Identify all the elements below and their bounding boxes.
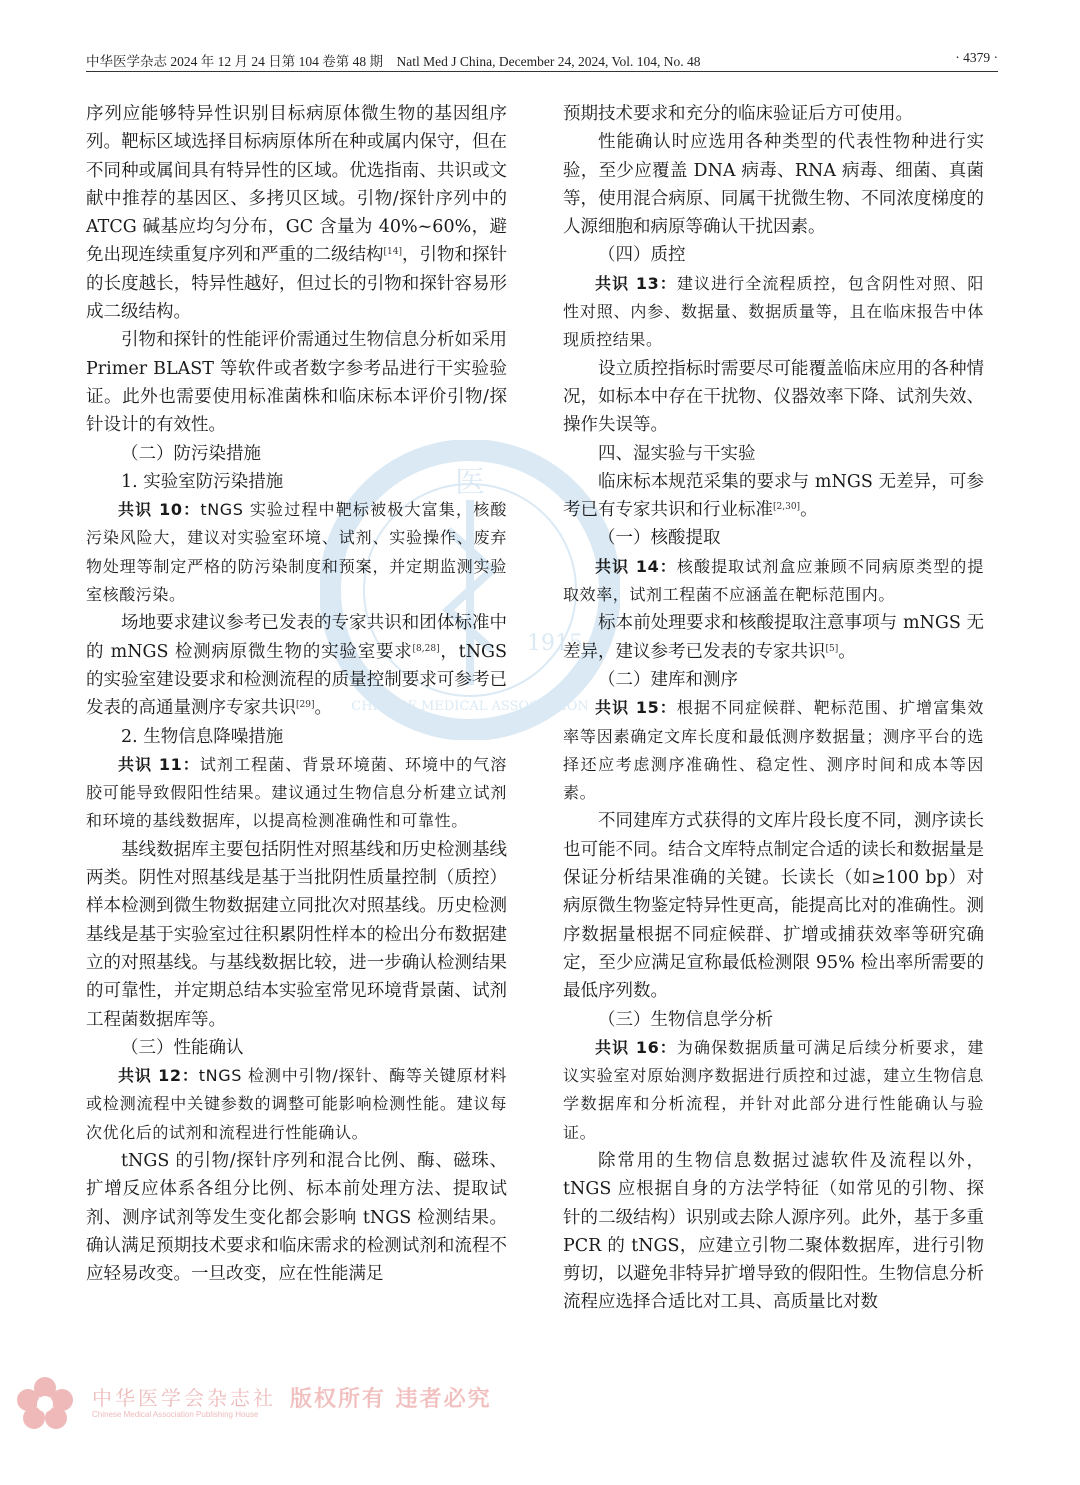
consensus-label: 共识 10：	[118, 500, 201, 520]
paragraph: 性能确认时应选用各种类型的代表性物种进行实验，至少应覆盖 DNA 病毒、RNA 病毒、细菌、真菌等，使用混合病原、同属干扰微生物、不同浓度梯度的人源细胞和病原等确认干扰因素。	[563, 132, 984, 238]
consensus-label: 共识 14：	[595, 556, 677, 576]
consensus-13: 共识 13：建议进行全流程质控，包含阴性对照、阳性对照、内参、数据量、数据质量等，且在临床报告中体现质控结果。	[563, 273, 984, 350]
citation: [29]	[296, 700, 315, 711]
citation: [14]	[383, 247, 402, 258]
consensus-14: 共识 14：核酸提取试剂盒应兼顾不同病原类型的提取效率，试剂工程菌不应涵盖在靶标范围内。	[563, 556, 984, 605]
section-heading: （二）建库和测序	[598, 669, 738, 690]
section-heading: （三）性能确认	[121, 1037, 244, 1058]
copyright-tag: 版权所有 违者必究	[290, 1387, 492, 1412]
header-rule	[86, 71, 998, 72]
chapter-heading: 四、湿实验与干实验	[598, 443, 756, 464]
flower-logo-icon	[10, 1372, 80, 1432]
section-heading: （四）质控	[598, 245, 686, 266]
consensus-label: 共识 15：	[595, 698, 677, 718]
consensus-12: 共识 12：tNGS 检测中引物/探针、酶等关键原材料或检测流程中关键参数的调整可能影响检测性能。建议每次优化后的试剂和流程进行性能确认。	[86, 1066, 508, 1142]
consensus-11: 共识 11：试剂工程菌、背景环境菌、环境中的气溶胶可能导致假阳性结果。建议通过生物信息分析建立试剂和环境的基线数据库，以提高检测准确性和可靠性。	[86, 754, 507, 831]
consensus-16: 共识 16：为确保数据质量可满足后续分析要求，建议实验室对原始测序数据进行质控和过滤，建立生物信息学数据库和分析流程，并针对此部分进行性能确认与验证。	[563, 1037, 984, 1142]
page-number: · 4379 ·	[955, 50, 998, 65]
section-heading: （一）核酸提取	[598, 528, 721, 549]
subsection-heading: 1. 实验室防污染措施	[121, 471, 284, 492]
subsection-heading: 2. 生物信息降噪措施	[121, 726, 284, 747]
paragraph: 不同建库方式获得的文库片段长度不同，测序读长也可能不同。结合文库特点制定合适的读长和数据量是保证分析结果准确的关键。长读长（如≥100 bp）对病原微生物鉴定特异性更高，能提高比对的准确性。测序数据量根据不同症候群、扩增或捕获效率等研究确定，至少应满足宣称最低检测限 95% 检出率所需要的最低序列数。	[563, 811, 984, 1002]
citation: [5]	[825, 643, 839, 654]
paragraph: 序列应能够特异性识别目标病原体微生物的基因组序列。靶标区域选择目标病原体所在种或属内保守，但在不同种或属间具有特异性的区域。优选指南、共识或文献中推荐的基因区、多拷贝区域。引物/探针序列中的 ATCG 碱基应均匀分布，GC 含量为 40%~60%，避免出现连续重复序列和严重的二级结构[14]，引物和探针的长度越长，特异性越好，但过长的引物和探针容易形成二级结构。	[86, 104, 508, 323]
left-column	[86, 100, 507, 1288]
consensus-label: 共识 13：	[595, 273, 677, 293]
publisher-name-en: Chinese Medical Association Publishing House	[92, 1410, 259, 1419]
seal-character: 医	[455, 465, 485, 500]
consensus-label: 共识 12：	[118, 1066, 199, 1086]
right-column	[563, 100, 984, 1317]
paragraph: 设立质控指标时需要尽可能覆盖临床应用的各种情况，如标本中存在干扰物、仪器效率下降、试剂失效、操作失误等。	[563, 358, 984, 436]
citation: [2,30]	[773, 502, 801, 513]
paragraph: tNGS 的引物/探针序列和混合比例、酶、磁珠、扩增反应体系各组分比例、标本前处理方法、提取试剂、测序试剂等发生变化都会影响 tNGS 检测结果。确认满足预期技术要求和临床需求的检测试剂和流程不应轻易改变。一旦改变，应在性能满足	[86, 1150, 507, 1285]
paragraph: 预期技术要求和充分的临床验证后方可使用。	[563, 104, 913, 124]
consensus-label: 共识 16：	[595, 1037, 677, 1057]
consensus-10: 共识 10：tNGS 实验过程中靶标被极大富集，核酸污染风险大，建议对实验室环境、试剂、实验操作、废弃物处理等制定严格的防污染制度和预案，并定期监测实验室核酸污染。	[86, 500, 507, 605]
running-header	[86, 50, 998, 72]
journal-running-head: 中华医学杂志 2024 年 12 月 24 日第 104 卷第 48 期 Natl Med J China, December 24, 2024, Vol. 104, No. 48	[86, 54, 701, 69]
paragraph: 基线数据库主要包括阴性对照基线和历史检测基线两类。阴性对照基线是基于当批阴性质量控制（质控）样本检测到微生物数据建立同批次对照基线。历史检测基线是基于实验室过往积累阴性样本的检出分布数据建立的对照基线。与基线数据比较，进一步确认检测结果的可靠性，并定期总结本实验室常见环境背景菌、试剂工程菌数据库等。	[86, 839, 507, 1030]
section-heading: （三）生物信息学分析	[598, 1009, 773, 1030]
seal-year: 1915	[527, 631, 583, 656]
consensus-label: 共识 11：	[118, 754, 200, 774]
seal-english: CHINESE MEDICAL ASSOCIATION	[351, 699, 589, 714]
consensus-15: 共识 15：根据不同症候群、靶标范围、扩增富集效率等因素确定文库长度和最低测序数据量；测序平台的选择还应考虑测序准确性、稳定性、测序时间和成本等因素。	[563, 698, 984, 803]
publisher-logo	[10, 1372, 492, 1432]
citation: [8,28]	[412, 643, 440, 654]
section-heading: （二）防污染措施	[121, 443, 261, 464]
paragraph: 引物和探针的性能评价需通过生物信息分析如采用 Primer BLAST 等软件或者数字参考品进行干实验验证。此外也需要使用标准菌株和临床标本评价引物/探针设计的有效性。	[86, 330, 507, 436]
paragraph: 临床标本规范采集的要求与 mNGS 无差异，可参考已有专家共识和行业标准[2,30]。	[563, 471, 984, 521]
paragraph: 除常用的生物信息数据过滤软件及流程以外，tNGS 应根据自身的方法学特征（如常见的引物、探针的二级结构）识别或去除人源序列。此外，基于多重 PCR 的 tNGS，应建立引物二聚体数据库，进行引物剪切，以避免非特异扩增导致的假阳性。生物信息分析流程应选择合适比对工具、高质量比对数	[563, 1150, 984, 1313]
paragraph: 场地要求建议参考已发表的专家共识和团体标准中的 mNGS 检测病原微生物的实验室要求[8,28]，tNGS 的实验室建设要求和检测流程的质量控制要求可参考已发表的高通量测序专家共识[29]。	[86, 613, 507, 719]
publisher-name: 中华医学会杂志社	[92, 1386, 276, 1410]
paragraph: 标本前处理要求和核酸提取注意事项与 mNGS 无差异，建议参考已发表的专家共识[5]。	[563, 613, 984, 662]
